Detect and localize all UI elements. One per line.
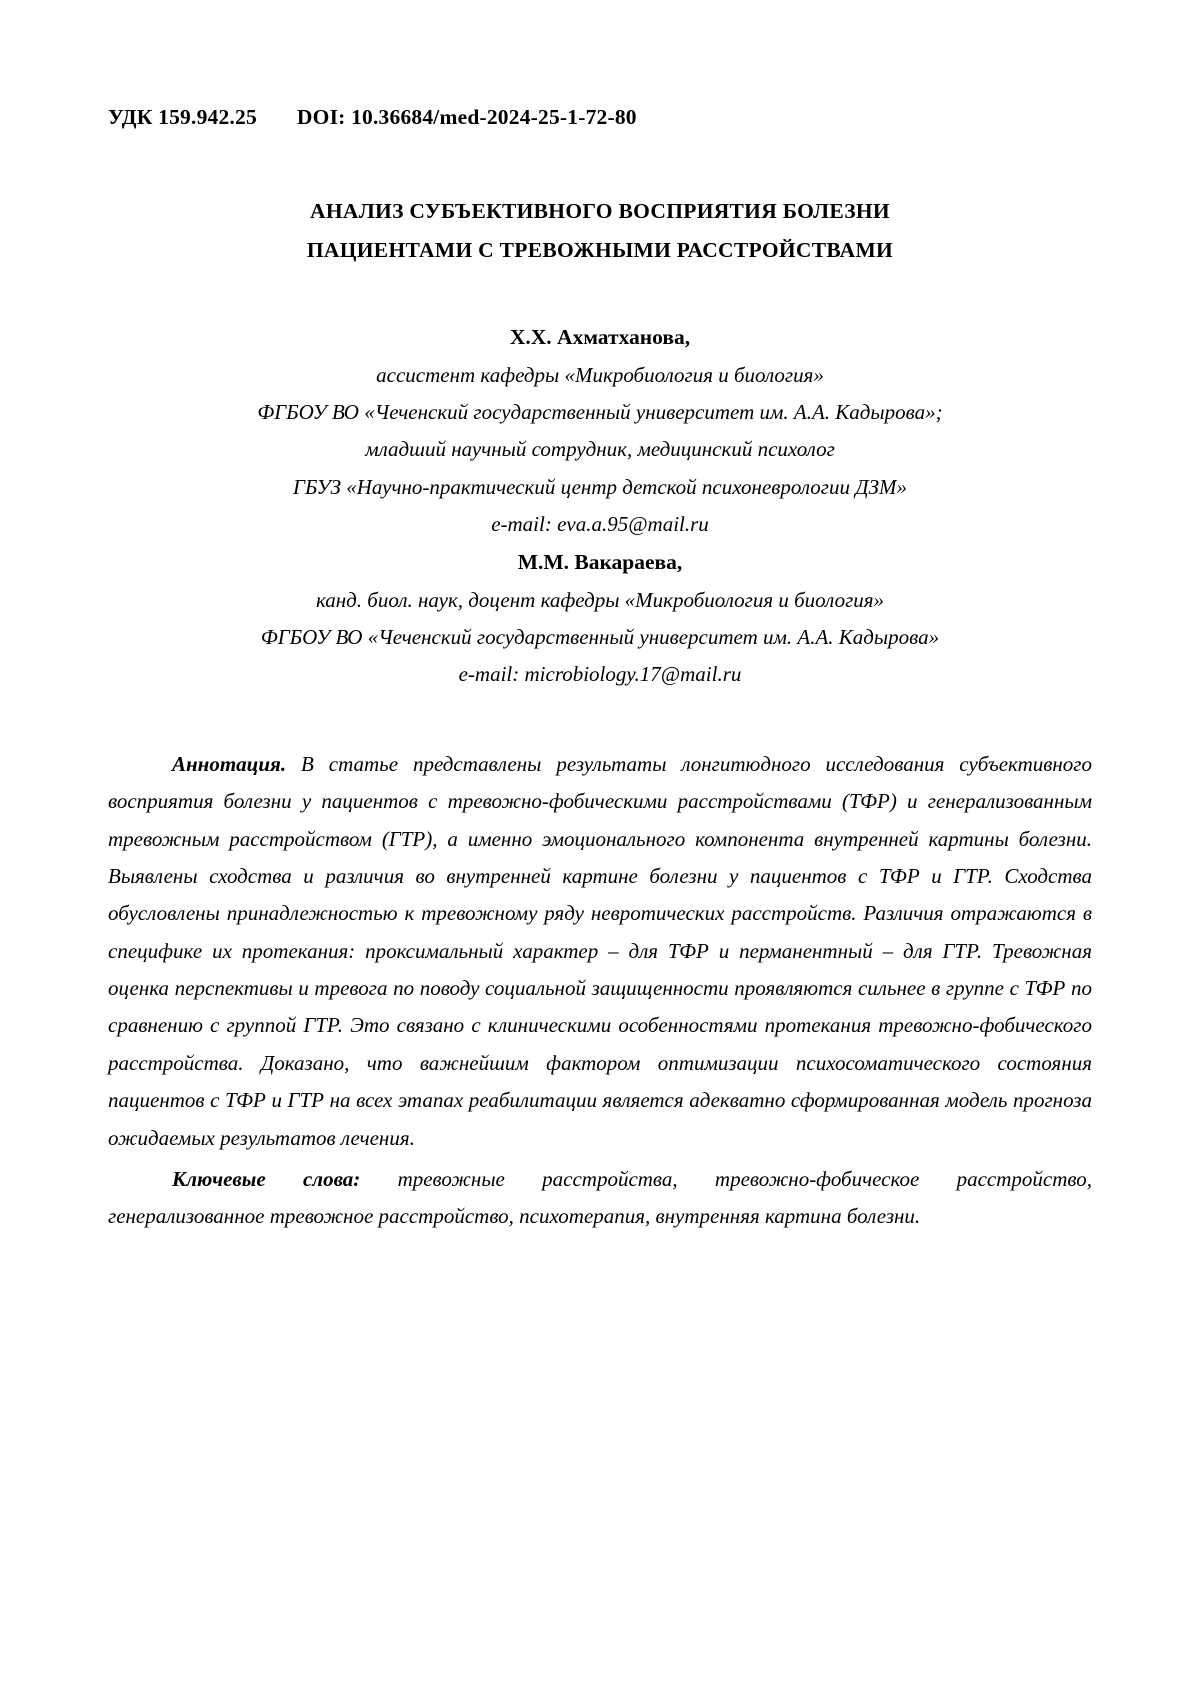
abstract-paragraph <box>108 746 1092 1157</box>
author-affiliation-2-1: канд. биол. наук, доцент кафедры «Микробиология и биология» <box>315 587 885 612</box>
abstract-label: Аннотация. <box>172 751 287 776</box>
doi-code: DOI: 10.36684/med-2024-25-1-72-80 <box>296 105 637 129</box>
author-name-2: М.М. Вакараева, <box>517 550 683 575</box>
author-affiliation-2-2: ФГБОУ ВО «Чеченский государственный университет им. А.А. Кадырова» <box>260 625 940 650</box>
udc-code: УДК 159.942.25 <box>108 105 257 129</box>
title-line-2: ПАЦИЕНТАМИ С ТРЕВОЖНЫМИ РАССТРОЙСТВАМИ <box>306 238 894 263</box>
title-line-1: АНАЛИЗ СУБЪЕКТИВНОГО ВОСПРИЯТИЯ БОЛЕЗНИ <box>310 199 890 223</box>
abstract-section <box>108 746 1092 1236</box>
author-email-1: e-mail: eva.a.95@mail.ru <box>491 512 709 537</box>
author-name-1: Х.Х. Ахматханова, <box>509 325 691 350</box>
page-title <box>108 192 1092 270</box>
keywords-label: Ключевые слова: <box>172 1166 361 1191</box>
author-email-2: e-mail: microbiology.17@mail.ru <box>458 662 742 687</box>
keywords-paragraph <box>108 1161 1092 1236</box>
author-affiliation-1-3: младший научный сотрудник, медицинский психолог <box>365 437 835 462</box>
author-affiliation-1-1: ассистент кафедры «Микробиология и биология» <box>376 362 824 387</box>
keywords-text: тревожные расстройства, тревожно-фобическое расстройство, генерализованное тревожное расстройство, психотерапия, внутренняя картина болезни. <box>108 1166 1092 1229</box>
author-affiliation-1-4: ГБУЗ «Научно-практический центр детской психоневрологии ДЗМ» <box>293 474 907 499</box>
author-affiliation-1-2: ФГБОУ ВО «Чеченский государственный университет им. А.А. Кадырова»; <box>257 399 943 424</box>
abstract-text: В статье представлены результаты лонгитюдного исследования субъективного восприятия болезни у пациентов с тревожно-фобическими расстройствами (ТФР) и генерализованным тревожным расстройством (ГТР), а именно эмоционального компонента внутренней картины болезни. Выявлены сходства и различия во внутренней картине болезни у пациентов с ТФР и ГТР. Сходства обусловлены принадлежностью к тревожному ряду невротических расстройств. Различия отражаются в специфике их протекания: проксимальный характер – для ТФР и перманентный – для ГТР. Тревожная оценка перспективы и тревога по поводу социальной защищенности проявляются сильнее в группе с ТФР по сравнению с группой ГТР. Это связано с клиническими особенностями протекания тревожно-фобического расстройства. Доказано, что важнейшим фактором оптимизации психосоматического состояния пациентов с ТФР и ГТР на всех этапах реабилитации является адекватно сформированная модель прогноза ожидаемых результатов лечения. <box>108 751 1092 1150</box>
authors-block <box>108 318 1092 694</box>
udc-doi-row <box>108 105 1092 130</box>
